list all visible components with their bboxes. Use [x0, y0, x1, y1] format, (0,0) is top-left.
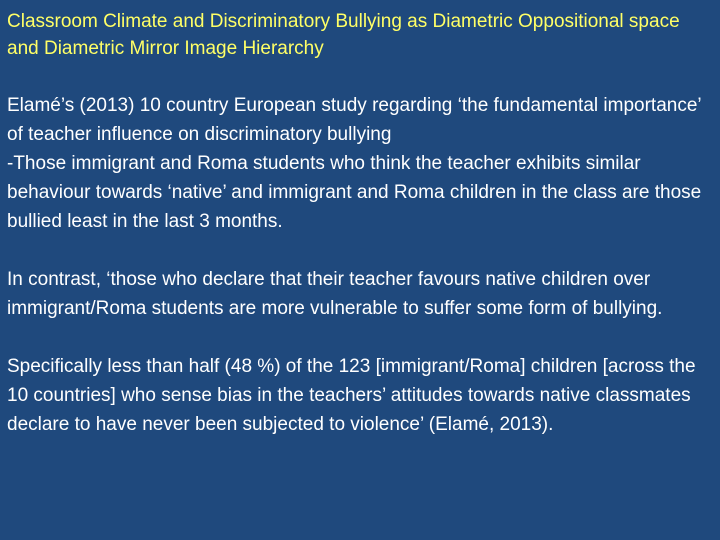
paragraph-equal-treatment: -Those immigrant and Roma students who think the teacher exhibits similar behaviour towards ‘native’ and immigrant and Roma children in the class are those bullied least in the last 3 months. [7, 153, 702, 232]
slide-body [7, 91, 713, 439]
paragraph-spacer [7, 323, 713, 352]
paragraph-spacer [7, 236, 713, 265]
slide-title: Classroom Climate and Discriminatory Bullying as Diametric Oppositional space and Diametric Mirror Image Hierarchy [7, 11, 680, 59]
paragraph-statistics: Specifically less than half (48 %) of the 123 [immigrant/Roma] children [across the 10 countries] who sense bias in the teachers’ attitudes towards native classmates declare to have never been subjected to violence’ (Elamé, 2013). [7, 356, 696, 435]
paragraph-contrast: In contrast, ‘those who declare that their teacher favours native children over immigrant/Roma students are more vulnerable to suffer some form of bullying. [7, 269, 663, 319]
paragraph-study-intro: Elamé’s (2013) 10 country European study regarding ‘the fundamental importance’ of teacher influence on discriminatory bullying [7, 95, 701, 145]
